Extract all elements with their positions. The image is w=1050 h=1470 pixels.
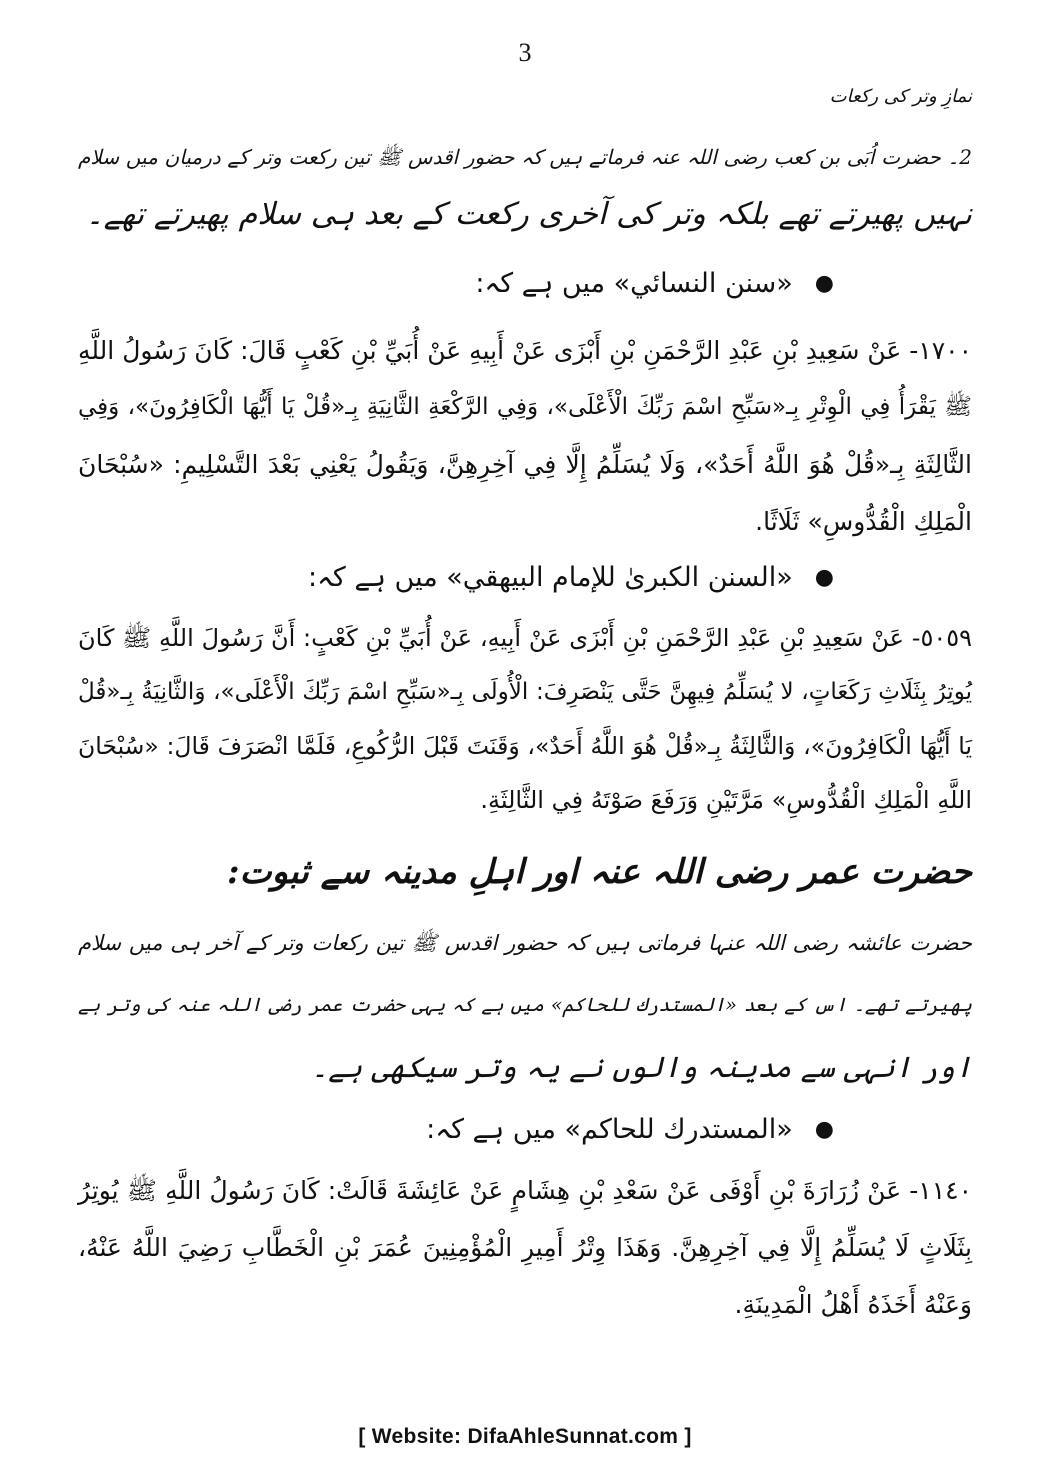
- hadith-line: الثَّالِثَةِ بِـ«قُلْ هُوَ اللَّهُ أَحَدٌ»، وَلَا يُسَلِّمُ إِلَّا فِي آخِرِهِنَّ، وَيَقُولُ يَعْنِي بَعْدَ التَّسْلِيمِ: «سُبْحَانَ: [78, 450, 972, 479]
- website-footer: [ Website: DifaAhleSunnat.com ]: [358, 1425, 692, 1448]
- hadith-line: الْمَلِكِ الْقُدُّوسِ» ثَلَاثًا.: [755, 507, 972, 536]
- paragraph-line: اور انہی سے مدینہ والوں نے یہ وتر سیکھی ہے۔: [311, 1050, 972, 1084]
- hadith-line: يَا أَيُّهَا الْكَافِرُونَ»، وَالثَّالِثَةُ بِـ«قُلْ هُوَ اللَّهُ أَحَدٌ»، وَقَنَتَ قَبْلَ الرُّكُوعِ، فَلَمَّا انْصَرَفَ قَالَ: «سُبْحَانَ: [78, 732, 972, 760]
- bayhaqi-hadith: [78, 611, 972, 827]
- mustadrak-heading-row: [78, 1108, 972, 1152]
- bullet-icon: ●: [814, 1117, 834, 1142]
- hadith-line: ﷺ يَقْرَأُ فِي الْوِتْرِ بِـ«سَبِّحِ اسْمَ رَبِّكَ الْأَعْلَى»، وَفِي الرَّكْعَةِ الثَّانِيَةِ بِـ«قُلْ يَا أَيُّهَا الْكَافِرُونَ»، وَفِي: [78, 394, 972, 420]
- paragraph-line: نہیں پھیرتے تھے بلکہ وتر کی آخری رکعت کے بعد ہی سلام پھیرتے تھے۔: [85, 197, 972, 232]
- hadith-line: يُوتِرُ بِثَلَاثِ رَكَعَاتٍ، لا يُسَلِّمُ فِيهِنَّ حَتَّى يَنْصَرِفَ: الْأُولَى بِـ«سَبِّحِ اسْمَ رَبِّكَ الْأَعْلَى»، وَالثَّانِيَةُ بِـ«قُلْ: [78, 679, 972, 705]
- hadith-line: ١١٤٠- عَنْ زُرَارَةَ بْنِ أَوْفَى عَنْ سَعْدِ بْنِ هِشَامٍ عَنْ عَائِشَةَ قَالَتْ: كَانَ رَسُولُ اللَّهِ ﷺ يُوتِرُ: [78, 1176, 972, 1205]
- mustadrak-hadith: [78, 1162, 972, 1333]
- bullet-icon: ●: [814, 271, 834, 296]
- page-number: 3: [518, 38, 532, 67]
- mustadrak-heading: «المستدرك للحاكم» میں ہے کہ:: [426, 1114, 793, 1145]
- nasai-heading-row: [78, 262, 972, 306]
- section-title: حضرت عمر رضی اللہ عنہ اور اہلِ مدینہ سے ثبوت:: [227, 852, 972, 892]
- bayhaqi-heading-row: [78, 556, 972, 600]
- paragraph-line: حضرت عائشہ رضی اللہ عنہا فرماتی ہیں کہ حضور اقدس ﷺ تین رکعات وتر کے آخر ہی میں سلام: [78, 931, 972, 955]
- paragraph-line: 2۔ حضرت اُبَی بن کعب رضی اللہ عنہ فرماتے ہیں کہ حضور اقدس ﷺ تین رکعت وتر کے درمیان میں سلام: [78, 145, 972, 169]
- running-header: نمازِ وتر کی رکعات: [829, 86, 972, 107]
- nasai-hadith: [78, 322, 972, 550]
- umar-paragraph: [78, 912, 972, 1098]
- ubay-paragraph: [78, 128, 972, 244]
- bayhaqi-heading: «السنن الكبرىٰ للإمام البيهقي» میں ہے کہ:: [307, 562, 793, 593]
- hadith-line: ١٧٠٠- عَنْ سَعِيدِ بْنِ عَبْدِ الرَّحْمَنِ بْنِ أَبْزَى عَنْ أَبِيهِ عَنْ أُبَيِّ بْنِ كَعْبٍ قَالَ: كَانَ رَسُولُ اللَّهِ: [78, 336, 972, 365]
- hadith-line: وَعَنْهُ أَخَذَهُ أَهْلُ الْمَدِينَةِ.: [734, 1290, 972, 1319]
- hadith-line: ٥٠٥٩- عَنْ سَعِيدِ بْنِ عَبْدِ الرَّحْمَنِ بْنِ أَبْزَى عَنْ أَبِيهِ، عَنْ أُبَيِّ بْنِ كَعْبٍ: أَنَّ رَسُولَ اللَّهِ ﷺ كَانَ: [78, 624, 972, 652]
- paragraph-line: پھیرتے تھے۔ اس کے بعد «المستدرك للحاكم» میں ہے کہ یہی حضرت عمر رضی اللہ عنہ کی وتر ہے: [78, 994, 973, 1016]
- hadith-line: بِثَلَاثٍ لَا يُسَلِّمُ إِلَّا فِي آخِرِهِنَّ. وَهَذَا وِتْرُ أَمِيرِ الْمُؤْمِنِينَ عُمَرَ بْنِ الْخَطَّابِ رَضِيَ اللَّهُ عَنْهُ،: [78, 1233, 972, 1262]
- hadith-line: اللَّهِ الْمَلِكِ الْقُدُّوسِ» مَرَّتَيْنِ وَرَفَعَ صَوْتَهُ فِي الثَّالِثَةِ.: [480, 786, 972, 814]
- nasai-heading: «سنن النسائي» میں ہے کہ:: [475, 268, 793, 299]
- bullet-icon: ●: [814, 565, 834, 590]
